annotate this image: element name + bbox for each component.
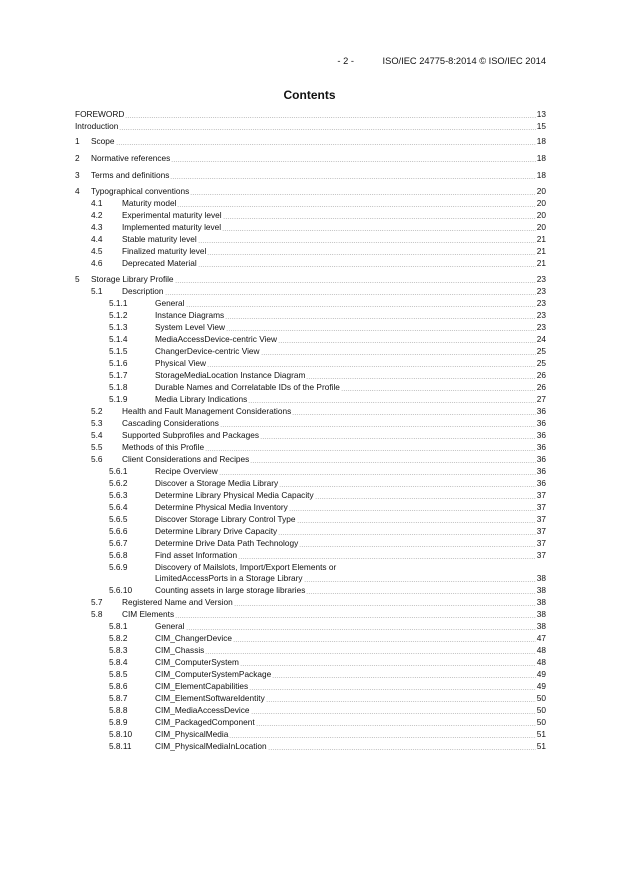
toc-entry-number: 5.8.2 — [109, 633, 128, 643]
toc-entry-page: 20 — [536, 198, 546, 208]
dot-leader — [256, 717, 536, 726]
toc-entry[interactable] — [75, 514, 546, 525]
toc-entry-number: 5.6.5 — [109, 514, 128, 524]
toc-entry[interactable] — [75, 741, 546, 752]
toc-entry-title: CIM_PhysicalMedia — [155, 729, 229, 739]
toc-entry[interactable] — [75, 585, 546, 596]
toc-entry-page: 48 — [536, 645, 546, 655]
dot-leader — [186, 621, 536, 630]
toc-entry[interactable] — [75, 274, 546, 285]
toc-entry-title: Cascading Considerations — [122, 418, 219, 428]
toc-entry-page: 23 — [536, 274, 546, 284]
toc-entry-page: 38 — [536, 585, 546, 595]
toc-entry-title: Physical View — [155, 358, 207, 368]
dot-leader — [205, 645, 535, 654]
toc-entry[interactable] — [75, 186, 546, 197]
toc-entry-title: Storage Library Profile — [91, 274, 174, 284]
dot-leader — [207, 358, 536, 367]
toc-entry-page: 37 — [536, 502, 546, 512]
toc-entry[interactable] — [75, 526, 546, 537]
dot-leader — [250, 454, 535, 463]
toc-entry-title: CIM_PhysicalMediaInLocation — [155, 741, 267, 751]
toc-entry-number: 5.7 — [91, 597, 103, 607]
toc-entry[interactable] — [75, 286, 546, 297]
toc-entry-title: Scope — [91, 136, 115, 146]
toc-entry[interactable] — [75, 322, 546, 333]
toc-entry-number: 5.6.9 — [109, 562, 128, 572]
toc-entry-number: 3 — [75, 170, 80, 180]
toc-entry-title: CIM_PackagedComponent — [155, 717, 255, 727]
toc-entry[interactable] — [75, 153, 546, 164]
toc-entry-title: CIM_ChangerDevice — [155, 633, 233, 643]
toc-entry-page: 50 — [536, 693, 546, 703]
dot-leader — [268, 741, 536, 750]
toc-entry-page: 38 — [536, 597, 546, 607]
toc-entry-page: 23 — [536, 310, 546, 320]
toc-entry-title: Find asset Information — [155, 550, 238, 560]
toc-entry-title: Determine Drive Data Path Technology — [155, 538, 299, 548]
dot-leader — [165, 286, 536, 295]
toc-entry-title: Implemented maturity level — [122, 222, 222, 232]
toc-entry-title: CIM_ComputerSystemPackage — [155, 669, 272, 679]
toc-entry-page: 21 — [536, 234, 546, 244]
toc-entry-page: 37 — [536, 526, 546, 536]
toc-entry-number: 5.1.6 — [109, 358, 128, 368]
dot-leader — [233, 633, 536, 642]
toc-entry-number: 5.2 — [91, 406, 103, 416]
toc-entry-page: 37 — [536, 550, 546, 560]
dot-leader — [198, 234, 536, 243]
toc-entry-page: 20 — [536, 210, 546, 220]
toc-entry-number: 5.8.10 — [109, 729, 133, 739]
toc-entry-title: CIM Elements — [122, 609, 175, 619]
toc-entry[interactable] — [75, 222, 546, 233]
toc-entry-page: 38 — [536, 609, 546, 619]
toc-entry[interactable] — [75, 370, 546, 381]
dot-leader — [190, 186, 536, 195]
toc-entry[interactable] — [75, 406, 546, 417]
toc-entry-title: Registered Name and Version — [122, 597, 233, 607]
toc-entry-title: Health and Fault Management Considerations — [122, 406, 292, 416]
toc-entry-page: 36 — [536, 418, 546, 428]
toc-entry-title: Experimental maturity level — [122, 210, 222, 220]
toc-entry-page: 36 — [536, 454, 546, 464]
toc-entry-title: Media Library Indications — [155, 394, 248, 404]
toc-entry-title: Description — [122, 286, 164, 296]
toc-entry-page: 15 — [536, 121, 546, 131]
toc-entry-page: 51 — [536, 741, 546, 751]
toc-entry-number: 5.6.10 — [109, 585, 133, 595]
toc-entry-title: Determine Physical Media Inventory — [155, 502, 288, 512]
toc-entry-title: ChangerDevice-centric View — [155, 346, 260, 356]
toc-entry[interactable] — [75, 705, 546, 716]
toc-entry-number: 5.1.3 — [109, 322, 128, 332]
toc-entry-title: Discover Storage Library Control Type — [155, 514, 296, 524]
toc-entry-page: 18 — [536, 136, 546, 146]
toc-entry[interactable] — [75, 430, 546, 441]
dot-leader — [175, 609, 536, 618]
toc-entry-title: Discovery of Mailslots, Import/Export Elements or — [155, 562, 337, 572]
toc-entry-title: FOREWORD — [75, 109, 125, 119]
toc-entry-title: Terms and definitions — [91, 170, 170, 180]
dot-leader — [186, 298, 536, 307]
dot-leader — [119, 121, 535, 130]
toc-entry-number: 5.1.5 — [109, 346, 128, 356]
toc-entry-number: 4 — [75, 186, 80, 196]
toc-entry-title: Maturity model — [122, 198, 177, 208]
dot-leader — [251, 705, 536, 714]
dot-leader — [220, 418, 536, 427]
toc-entry-number: 5.6.8 — [109, 550, 128, 560]
dot-leader — [289, 502, 536, 511]
dot-leader — [175, 274, 536, 283]
toc-entry-title: Client Considerations and Recipes — [122, 454, 250, 464]
toc-entry-number: 5.8.11 — [109, 741, 132, 751]
toc-entry-page: 23 — [536, 298, 546, 308]
toc-entry[interactable] — [75, 394, 546, 405]
toc-entry-number: 5.1.9 — [109, 394, 128, 404]
toc-entry-page: 36 — [536, 430, 546, 440]
dot-leader — [299, 538, 535, 547]
page-title: Contents — [283, 88, 336, 102]
toc-entry-number: 5.6.4 — [109, 502, 128, 512]
toc-entry-title: CIM_ElementCapabilities — [155, 681, 249, 691]
dot-leader — [116, 136, 536, 145]
dot-leader — [249, 681, 536, 690]
toc-entry[interactable] — [75, 310, 546, 321]
dot-leader — [248, 394, 536, 403]
toc-entry[interactable] — [75, 633, 546, 644]
toc-entry-page: 24 — [536, 334, 546, 344]
toc-entry-page: 23 — [536, 286, 546, 296]
dot-leader — [278, 526, 536, 535]
dot-leader — [260, 430, 536, 439]
toc-entry-number: 5.6 — [91, 454, 103, 464]
toc-entry-number: 5.5 — [91, 442, 103, 452]
toc-entry-page: 26 — [536, 382, 546, 392]
toc-entry-title: CIM_Chassis — [155, 645, 205, 655]
toc-entry-page: 36 — [536, 478, 546, 488]
toc-entry-number: 2 — [75, 153, 80, 163]
dot-leader — [226, 322, 536, 331]
dot-leader — [304, 573, 536, 582]
toc-entry-page: 25 — [536, 358, 546, 368]
toc-entry[interactable] — [75, 246, 546, 257]
toc-entry-number: 5.8.5 — [109, 669, 128, 679]
toc-entry[interactable] — [75, 346, 546, 357]
dot-leader — [177, 198, 535, 207]
toc-entry-number: 4.3 — [91, 222, 103, 232]
toc-entry-number: 5.1.4 — [109, 334, 128, 344]
toc-entry-number: 5.8.9 — [109, 717, 128, 727]
toc-entry-page: 51 — [536, 729, 546, 739]
toc-entry-page: 37 — [536, 538, 546, 548]
toc-entry-page: 21 — [536, 246, 546, 256]
dot-leader — [272, 669, 536, 678]
toc-entry[interactable] — [75, 502, 546, 513]
toc-entry[interactable] — [75, 170, 546, 181]
dot-leader — [207, 246, 535, 255]
toc-entry-title: Stable maturity level — [122, 234, 197, 244]
toc-entry-page: 47 — [536, 633, 546, 643]
toc-entry-title: System Level View — [155, 322, 225, 332]
toc-entry-number: 5.1.2 — [109, 310, 128, 320]
toc-entry-title: General — [155, 621, 185, 631]
dot-leader — [125, 109, 535, 118]
toc-entry-title: Determine Library Drive Capacity — [155, 526, 278, 536]
dot-leader — [225, 310, 536, 319]
dot-leader — [219, 466, 536, 475]
toc-entry[interactable] — [75, 681, 546, 692]
toc-entry-number: 5.8.3 — [109, 645, 128, 655]
toc-entry-page: 13 — [536, 109, 546, 119]
toc-entry-title: Instance Diagrams — [155, 310, 225, 320]
toc-entry-page: 37 — [536, 490, 546, 500]
toc-entry-number: 4.1 — [91, 198, 103, 208]
toc-entry-page: 23 — [536, 322, 546, 332]
toc-entry-number: 5.6.6 — [109, 526, 128, 536]
dot-leader — [234, 597, 536, 606]
toc-entry-number: 5.6.7 — [109, 538, 128, 548]
toc-entry-number: 5.6.2 — [109, 478, 128, 488]
toc-entry[interactable] — [75, 234, 546, 245]
toc-entry-title: Discover a Storage Media Library — [155, 478, 279, 488]
toc-entry[interactable] — [75, 573, 546, 584]
dot-leader — [341, 382, 536, 391]
toc-entry-number: 5.8.7 — [109, 693, 128, 703]
toc-entry-title: CIM_MediaAccessDevice — [155, 705, 250, 715]
toc-entry-number: 5.8.4 — [109, 657, 128, 667]
toc-entry[interactable] — [75, 442, 546, 453]
page-number: - 2 - — [337, 56, 354, 66]
toc-entry-number: 5.1.1 — [109, 298, 128, 308]
toc-entry[interactable] — [75, 597, 546, 608]
toc-entry[interactable] — [75, 621, 546, 632]
toc-entry[interactable] — [75, 609, 546, 620]
toc-entry[interactable] — [75, 466, 546, 477]
toc-entry-page: 49 — [536, 681, 546, 691]
toc-entry-page: 36 — [536, 406, 546, 416]
toc-entry[interactable] — [75, 358, 546, 369]
running-header — [337, 56, 546, 66]
dot-leader — [222, 222, 536, 231]
toc-entry[interactable] — [75, 657, 546, 668]
toc-entry-page: 27 — [536, 394, 546, 404]
toc-entry-page: 20 — [536, 222, 546, 232]
toc-entry-number: 5.8.8 — [109, 705, 128, 715]
toc-entry-page: 48 — [536, 657, 546, 667]
toc-entry-page: 21 — [536, 258, 546, 268]
toc-entry[interactable] — [75, 669, 546, 680]
toc-entry-title: StorageMediaLocation Instance Diagram — [155, 370, 306, 380]
toc-entry-title: Deprecated Material — [122, 258, 197, 268]
toc-entry[interactable] — [75, 418, 546, 429]
toc-entry[interactable] — [75, 121, 546, 132]
toc-entry-number: 5.1 — [91, 286, 103, 296]
standard-designation: ISO/IEC 24775-8:2014 © ISO/IEC 2014 — [382, 56, 546, 66]
dot-leader — [266, 693, 536, 702]
toc-entry-page: 49 — [536, 669, 546, 679]
toc-entry[interactable] — [75, 298, 546, 309]
toc-entry-page: 18 — [536, 153, 546, 163]
dot-leader — [261, 346, 536, 355]
toc-entry-title: MediaAccessDevice-centric View — [155, 334, 278, 344]
dot-leader — [229, 729, 535, 738]
toc-entry-title: Counting assets in large storage libraries — [155, 585, 306, 595]
toc-entry[interactable] — [75, 198, 546, 209]
toc-entry-number: 4.4 — [91, 234, 103, 244]
toc-entry-page: 50 — [536, 717, 546, 727]
toc-entry-page: 50 — [536, 705, 546, 715]
toc-entry-title: Durable Names and Correlatable IDs of the Profile — [155, 382, 340, 392]
toc-entry-title: Introduction — [75, 121, 119, 131]
toc-entry-title: Typographical conventions — [91, 186, 190, 196]
toc-entry-page: 25 — [536, 346, 546, 356]
toc-entry-page: 38 — [536, 621, 546, 631]
toc-entry-page: 26 — [536, 370, 546, 380]
dot-leader — [315, 490, 536, 499]
toc-entry-title: Normative references — [91, 153, 171, 163]
dot-leader — [170, 170, 535, 179]
toc-entry-page: 36 — [536, 466, 546, 476]
toc-entry-title: Methods of this Profile — [122, 442, 205, 452]
dot-leader — [238, 550, 536, 559]
toc-entry[interactable] — [75, 478, 546, 489]
dot-leader — [240, 657, 536, 666]
toc-entry-number: 5.1.8 — [109, 382, 128, 392]
toc-entry-number: 4.2 — [91, 210, 103, 220]
toc-entry-number: 1 — [75, 136, 80, 146]
toc-entry-title: LimitedAccessPorts in a Storage Library — [155, 573, 303, 583]
toc-entry-page: 20 — [536, 186, 546, 196]
toc-entry[interactable] — [75, 717, 546, 728]
toc-entry-title: Supported Subprofiles and Packages — [122, 430, 259, 440]
toc-entry-title: CIM_ElementSoftwareIdentity — [155, 693, 265, 703]
dot-leader — [198, 258, 536, 267]
toc-entry-title: Finalized maturity level — [122, 246, 207, 256]
toc-entry-page: 37 — [536, 514, 546, 524]
dot-leader — [292, 406, 536, 415]
toc-entry[interactable] — [75, 382, 546, 393]
toc-entry[interactable] — [75, 490, 546, 501]
toc-entry-number: 5.1.7 — [109, 370, 128, 380]
toc-entry[interactable] — [75, 454, 546, 465]
dot-leader — [306, 585, 535, 594]
toc-entry-number: 5 — [75, 274, 80, 284]
toc-entry[interactable] — [75, 562, 546, 573]
dot-leader — [171, 153, 535, 162]
toc-entry-number: 5.8.1 — [109, 621, 128, 631]
toc-entry-number: 5.3 — [91, 418, 103, 428]
toc-entry-number: 5.8 — [91, 609, 103, 619]
toc-entry[interactable] — [75, 334, 546, 345]
toc-entry-number: 5.6.3 — [109, 490, 128, 500]
toc-entry-title: CIM_ComputerSystem — [155, 657, 239, 667]
toc-entry-number: 5.8.6 — [109, 681, 128, 691]
dot-leader — [306, 370, 535, 379]
toc-entry[interactable] — [75, 693, 546, 704]
toc-entry-number: 4.6 — [91, 258, 103, 268]
toc-entry-title: General — [155, 298, 185, 308]
toc-entry[interactable] — [75, 538, 546, 549]
toc-entry-number: 4.5 — [91, 246, 103, 256]
toc-entry-title: Recipe Overview — [155, 466, 218, 476]
dot-leader — [278, 334, 536, 343]
toc-entry-page: 38 — [536, 573, 546, 583]
dot-leader — [279, 478, 536, 487]
toc-entry[interactable] — [75, 109, 546, 120]
toc-entry-title: Determine Library Physical Media Capacity — [155, 490, 314, 500]
toc-entry[interactable] — [75, 645, 546, 656]
toc-entry[interactable] — [75, 210, 546, 221]
toc-entry-number: 5.6.1 — [109, 466, 128, 476]
toc-entry[interactable] — [75, 136, 546, 147]
toc-entry[interactable] — [75, 729, 546, 740]
toc-entry[interactable] — [75, 258, 546, 269]
toc-entry-page: 36 — [536, 442, 546, 452]
toc-entry[interactable] — [75, 550, 546, 561]
toc-entry-number: 5.4 — [91, 430, 103, 440]
dot-leader — [297, 514, 536, 523]
dot-leader — [223, 210, 536, 219]
dot-leader — [205, 442, 536, 451]
toc-entry-page: 18 — [536, 170, 546, 180]
